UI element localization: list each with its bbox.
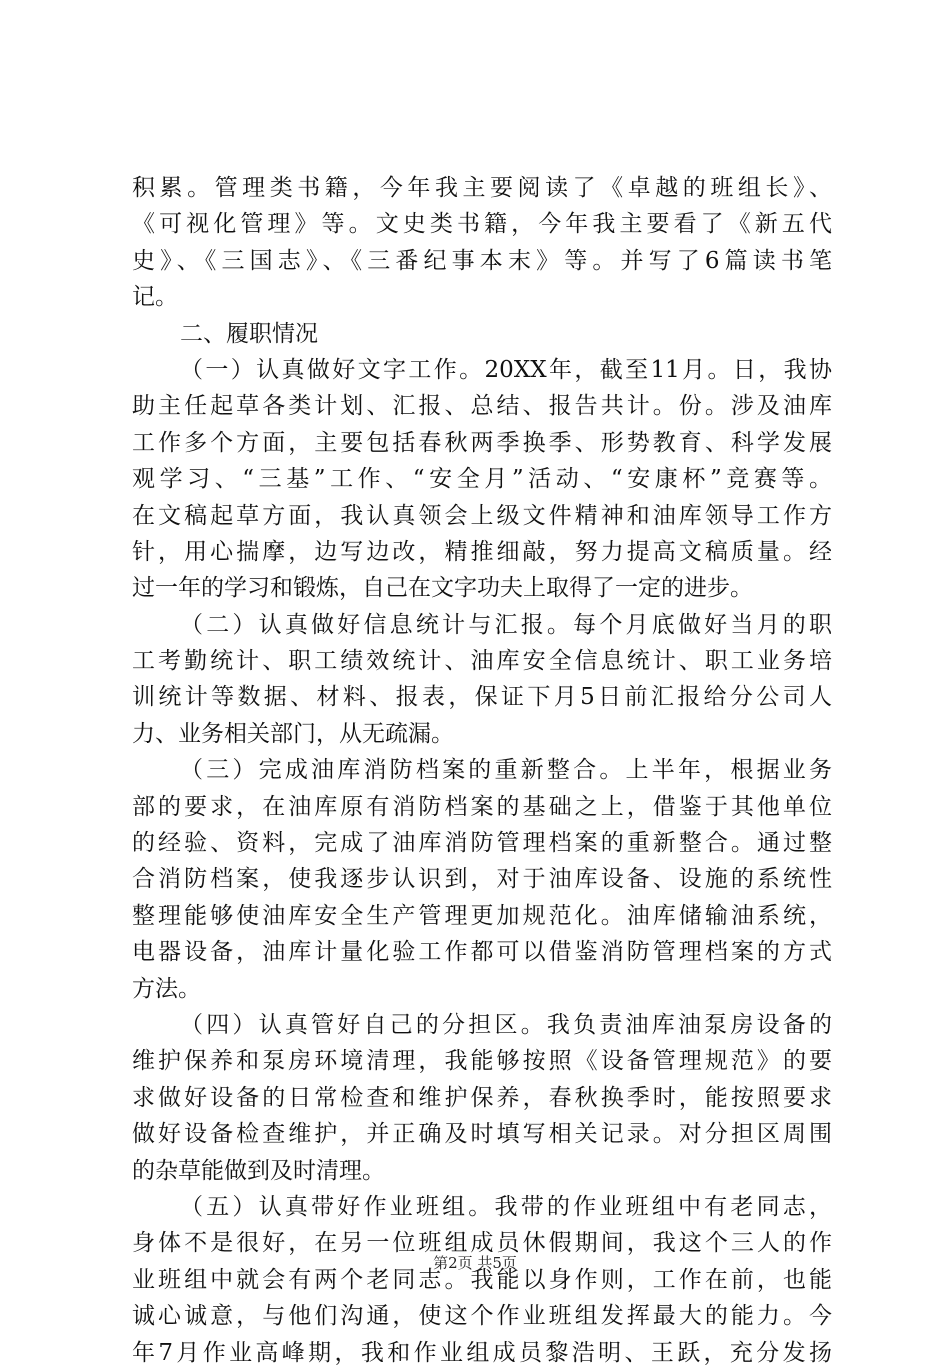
text-line: 业班组中就会有两个老同志。我能以身作则，工作在前，也能	[132, 1266, 832, 1293]
text-line: 电器设备，油库计量化验工作都可以借鉴消防管理档案的方式	[132, 939, 832, 966]
text-line: 史》、《三国志》、《三番纪事本末》等。并写了6篇读书笔	[132, 247, 832, 274]
text-line: 针，用心揣摩，边写边改，精推细敲，努力提高文稿质量。经	[132, 538, 832, 565]
text-line: 《可视化管理》等。文史类书籍，今年我主要看了《新五代	[132, 211, 832, 238]
text-line: 整理能够使油库安全生产管理更加规范化。油库储输油系统，	[132, 902, 832, 929]
section-heading: 二、履职情况	[180, 320, 318, 347]
paragraph-first-line: （二）认真做好信息统计与汇报。每个月底做好当月的职	[180, 611, 832, 638]
paragraph-first-line: （四）认真管好自己的分担区。我负责油库油泵房设备的	[180, 1011, 832, 1038]
paragraph-first-line: （三）完成油库消防档案的重新整合。上半年，根据业务	[180, 757, 832, 784]
text-line: 身体不是很好，在另一位班组成员休假期间，我这个三人的作	[132, 1230, 832, 1257]
text-line: 年7月作业高峰期，我和作业组成员黎浩明、王跃，充分发扬	[132, 1339, 832, 1366]
text-line: 求做好设备的日常检查和维护保养，春秋换季时，能按照要求	[132, 1084, 832, 1111]
text-line: 在文稿起草方面，我认真领会上级文件精神和油库领导工作方	[132, 502, 832, 529]
text-line: 部的要求，在油库原有消防档案的基础之上，借鉴于其他单位	[132, 793, 832, 820]
text-line: 做好设备检查维护，并正确及时填写相关记录。对分担区周围	[132, 1121, 832, 1148]
text-line: 力、业务相关部门，从无疏漏。	[132, 720, 454, 747]
text-line: 的杂草能做到及时清理。	[132, 1157, 385, 1184]
text-line: 方法。	[132, 975, 201, 1002]
text-line: 过一年的学习和锻炼，自己在文字功夫上取得了一定的进步。	[132, 575, 753, 602]
text-line: 工作多个方面，主要包括春秋两季换季、形势教育、科学发展	[132, 429, 832, 456]
document-body	[132, 170, 832, 1371]
text-line: 训统计等数据、材料、报表，保证下月5日前汇报给分公司人	[132, 684, 832, 711]
text-line: 维护保养和泵房环境清理，我能够按照《设备管理规范》的要	[132, 1048, 832, 1075]
text-line: 的经验、资料，完成了油库消防管理档案的重新整合。通过整	[132, 830, 832, 857]
text-line: 合消防档案，使我逐步认识到，对于油库设备、设施的系统性	[132, 866, 832, 893]
paragraph-first-line: （五）认真带好作业班组。我带的作业班组中有老同志，	[180, 1193, 832, 1220]
text-line: 记。	[132, 284, 178, 311]
text-line: 观学习、“三基”工作、“安全月”活动、“安康杯”竞赛等。	[132, 466, 832, 493]
text-line: 诚心诚意，与他们沟通，使这个作业班组发挥最大的能力。今	[132, 1303, 832, 1330]
text-line: 助主任起草各类计划、汇报、总结、报告共计。份。涉及油库	[132, 393, 832, 420]
page-number-footer: 第2页 共5页	[433, 1254, 517, 1272]
text-line: 工考勤统计、职工绩效统计、油库安全信息统计、职工业务培	[132, 648, 832, 675]
text-line: 积累。管理类书籍，今年我主要阅读了《卓越的班组长》、	[132, 175, 832, 201]
paragraph-first-line: （一）认真做好文字工作。20XX年，截至11月。日，我协	[180, 356, 832, 383]
